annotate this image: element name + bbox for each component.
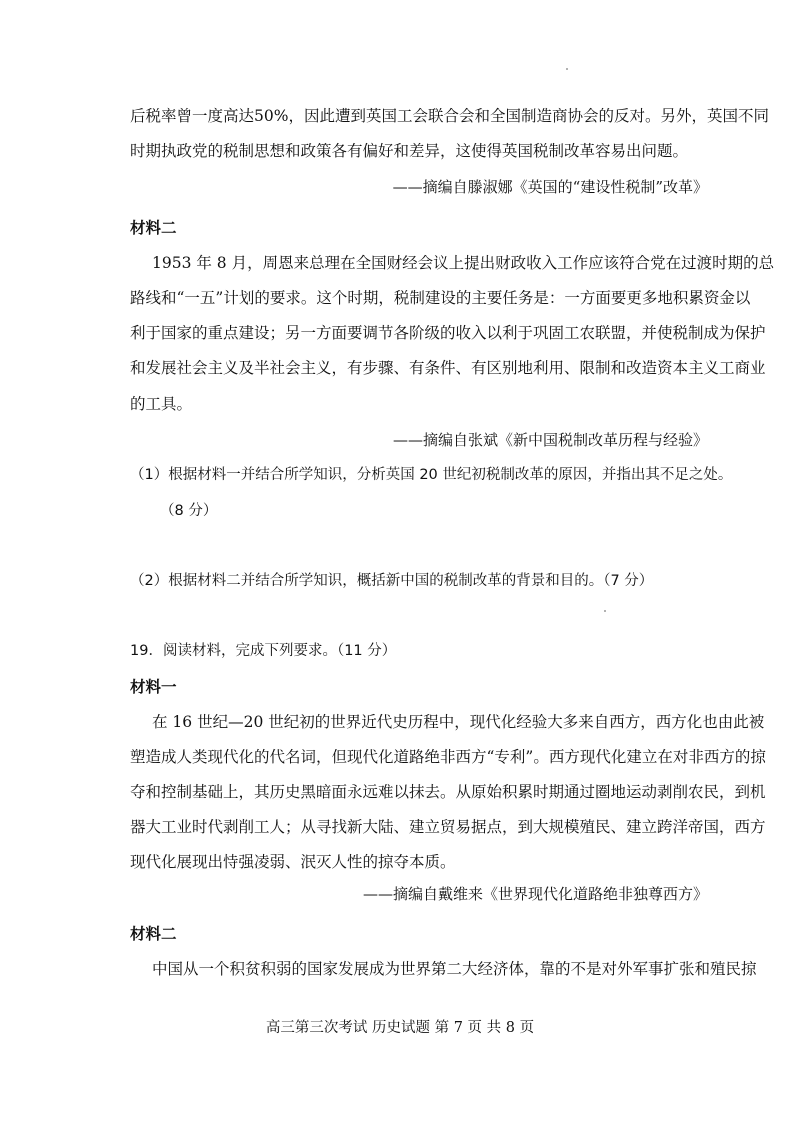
paragraph-line: 路线和“一五”计划的要求。这个时期，税制建设的主要任务是：一方面要更多地积累资金以: [130, 289, 751, 307]
paragraph-line: 夺和控制基础上，其历史黑暗面永远难以抹去。从原始积累时期通过圈地运动剥削农民，到机: [130, 783, 766, 801]
question-1: （1）根据材料一并结合所学知识，分析英国 20 世纪初税制改革的原因，并指出其不足之处。: [130, 467, 733, 483]
citation: ——摘编自张斌《新中国税制改革历程与经验》: [392, 431, 708, 449]
material-heading: 材料一: [130, 677, 177, 696]
material-heading: 材料二: [130, 218, 177, 237]
paragraph-line: 和发展社会主义及半社会主义，有步骤、有条件、有区别地利用、限制和改造资本主义工商业: [130, 359, 766, 377]
scan-speck: [566, 68, 568, 70]
paragraph-line: 后税率曾一度高达50%，因此遭到英国工会联合会和全国制造商协会的反对。另外，英国不同: [130, 107, 769, 125]
material-heading: 材料二: [130, 924, 177, 943]
paragraph-line: 在 16 世纪—20 世纪初的世界近代史历程中，现代化经验大多来自西方，西方化也由此被: [152, 713, 765, 731]
paragraph-line: 的工具。: [130, 395, 193, 413]
question-2: （2）根据材料二并结合所学知识，概括新中国的税制改革的背景和目的。（7 分）: [130, 573, 654, 589]
question-19-stem: 19．阅读材料，完成下列要求。（11 分）: [130, 643, 397, 659]
citation: ——摘编自戴维来《世界现代化道路绝非独尊西方》: [362, 885, 708, 903]
paragraph-line: 现代化展现出恃强凌弱、泯灭人性的掠夺本质。: [130, 853, 456, 871]
paragraph-line: 1953 年 8 月，周恩来总理在全国财经会议上提出财政收入工作应该符合党在过渡时期的总: [152, 254, 775, 272]
scan-speck: [604, 610, 606, 612]
paragraph-line: 中国从一个积贫积弱的国家发展成为世界第二大经济体，靠的不是对外军事扩张和殖民掠: [152, 960, 757, 978]
paragraph-line: 利于国家的重点建设；另一方面要调节各阶级的收入以利于巩固工农联盟，并使税制成为保护: [130, 324, 766, 342]
paragraph-line: 时期执政党的税制思想和政策各有偏好和差异，这使得英国税制改革容易出问题。: [130, 142, 689, 160]
paragraph-line: 塑造成人类现代化的代名词，但现代化道路绝非西方“专利”。西方现代化建立在对非西方的掠: [130, 748, 766, 766]
question-1-score: （8 分）: [160, 503, 218, 519]
citation: ——摘编自滕淑娜《英国的“建设性税制”改革》: [392, 178, 708, 196]
page-footer: 高三第三次考试 历史试题 第 7 页 共 8 页: [265, 1020, 535, 1036]
paragraph-line: 器大工业时代剥削工人；从寻找新大陆、建立贸易据点，到大规模殖民、建立跨洋帝国，西方: [130, 818, 766, 836]
